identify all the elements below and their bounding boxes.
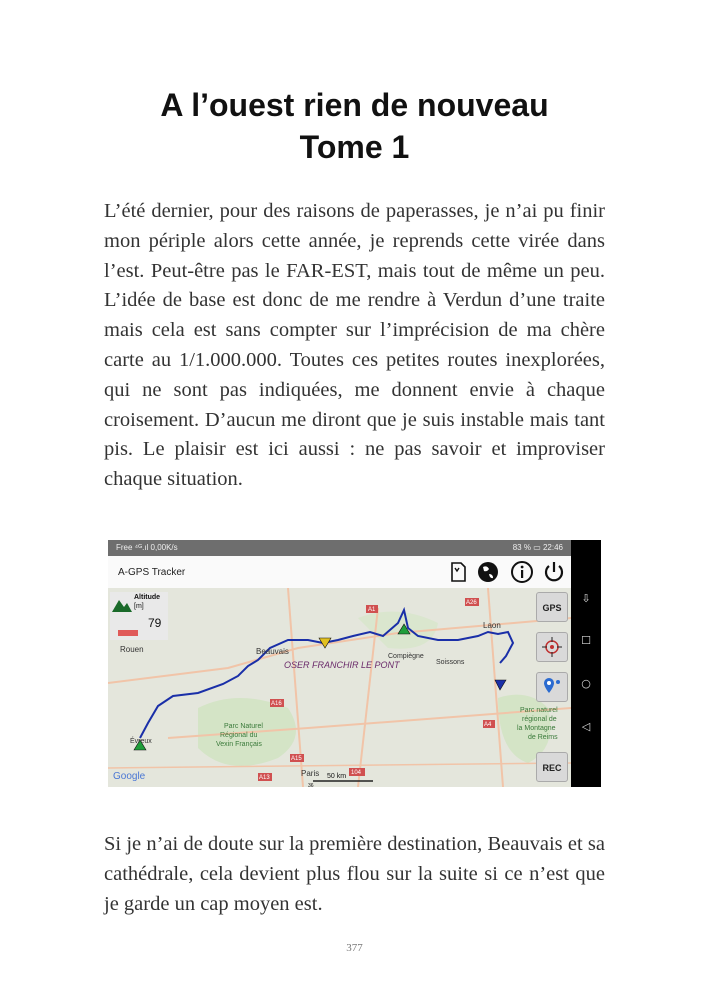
altitude-unit: [m]	[134, 603, 144, 610]
scale-sub-label: 36	[308, 783, 314, 787]
app-title: A-GPS Tracker	[118, 567, 186, 578]
globe-icon[interactable]	[476, 560, 500, 584]
label-evreux: Évreux	[130, 738, 152, 745]
label-park-reims: Parc naturel régional de la Montagne de Reims	[517, 707, 558, 741]
road-a16: A16	[271, 701, 282, 707]
paragraph-intro: L’été dernier, pour des raisons de paperasses, je n’ai pu finir mon périple alors cette année, je reprends cette virée dans l’est. Peut-être pas le FAR-EST, mais tout de même un peu. L’idée de base est donc de me rendre à Verdun d’une traite mais cela est sans compter sur l’imprécision de ma chère carte au 1/1.000.000. Toutes ces petites routes inexplorées, qui ne sont pas indiquées, me donnent envie à chaque croisement. D’aucun me diront que je suis instable mais tant pis. Le plaisir est ici aussi : ne pas savoir et improviser chaque situation.	[104, 200, 605, 491]
chapter-title-line1: A l’ouest rien de nouveau	[160, 87, 549, 123]
paragraph-continued: Si je n’ai de doute sur la première destination, Beauvais et sa cathédrale, cela devient plus flou sur la suite si ce n’est que je garde un cap moyen est.	[104, 833, 605, 915]
location-button[interactable]	[536, 672, 568, 702]
route-banner-text: OSER FRANCHIR LE PONT	[284, 660, 400, 670]
road-104: 104	[351, 770, 362, 776]
altitude-bar	[118, 630, 138, 636]
status-left: Free ⁴ᴳ.ıl 0,00K/s	[116, 543, 178, 552]
rec-button-label: REC	[542, 763, 562, 773]
gps-button-label: GPS	[542, 603, 562, 613]
road-a15: A15	[291, 756, 302, 762]
info-icon[interactable]	[510, 560, 534, 584]
app-bar	[108, 556, 571, 588]
nav-back-icon[interactable]: ◁	[581, 720, 591, 733]
label-laon: Laon	[483, 621, 501, 630]
label-rouen: Rouen	[120, 645, 144, 654]
scale-label: 50 km	[327, 773, 347, 780]
road-a13: A13	[259, 775, 270, 781]
google-logo: Google	[113, 771, 146, 782]
label-beauvais: Beauvais	[256, 647, 289, 656]
page-number: 377	[346, 942, 363, 954]
label-compiegne: Compiègne	[388, 653, 424, 660]
label-park-vexin: Parc Naturel Régional du Vexin Français	[216, 723, 263, 748]
nav-home-icon[interactable]: ○	[581, 677, 591, 690]
mountain-icon	[112, 598, 132, 612]
phone-status-bar	[108, 540, 571, 556]
road-a4: A4	[484, 722, 492, 728]
label-paris: Paris	[301, 769, 320, 778]
road-a1: A1	[368, 607, 376, 613]
nav-recents-icon[interactable]: ☐	[581, 634, 591, 647]
gps-tracker-screenshot	[108, 540, 601, 787]
gps-button[interactable]	[536, 592, 568, 622]
nav-menu-icon[interactable]: ⇩	[581, 592, 591, 605]
rec-button[interactable]	[536, 752, 568, 782]
sd-card-icon[interactable]	[446, 560, 470, 584]
road-a26: A26	[466, 600, 477, 606]
altitude-panel	[110, 592, 168, 640]
crosshair-button[interactable]	[536, 632, 568, 662]
altitude-label: Altitude	[134, 594, 161, 601]
chapter-title-line2: Tome 1	[299, 129, 410, 165]
status-right: 83 % ▭ 22:46	[512, 543, 563, 552]
location-pin-icon	[541, 676, 563, 698]
label-soissons: Soissons	[436, 659, 465, 666]
altitude-value: 79	[148, 616, 162, 630]
crosshair-icon	[541, 636, 563, 658]
android-nav-bar	[571, 540, 601, 787]
power-icon[interactable]	[542, 560, 566, 584]
chapter-title	[0, 84, 709, 168]
route-map[interactable]	[108, 588, 571, 787]
